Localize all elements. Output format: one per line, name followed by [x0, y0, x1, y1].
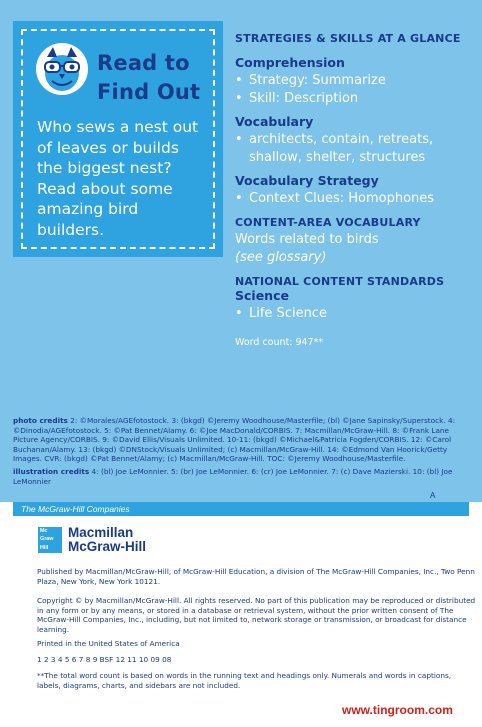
title-line-2: Find Out	[97, 80, 201, 104]
standards-subject: Science	[235, 288, 289, 303]
content-vocab-line-2: (see glossary)	[235, 250, 327, 265]
publisher-name-line-1: Macmillan	[68, 525, 134, 540]
owl-icon	[33, 41, 91, 97]
read-to-find-out-title	[97, 49, 200, 107]
vocabulary-strategy-item: • Context Clues: Homophones	[235, 190, 475, 208]
printed-in: Printed in the United States of America	[37, 639, 180, 648]
vocabulary-strategy-label: Vocabulary Strategy	[235, 173, 379, 188]
print-letter: A	[430, 491, 436, 500]
mcgraw-hill-companies-bar: The McGraw-Hill Companies	[13, 502, 469, 516]
photo-credits-text: 2: ©Morales/AGEfotostock. 3: (bkgd) ©Jeremy Woodhouse/Masterfile; (bl) ©Jane Sapinsky/Superstock. 4: ©Dinodia/AGEfotostock. 5: ©Pat Bennet/Alamy. 6: ©Joe MacDonald/CORBIS. 7: Macmillan/McGraw-Hill. 8: ©Frank Lane Picture Agency/CORBIS. 9: ©David Ellis/Visuals Unlimited. 10-11: (bkgd) ©Michael&Patricia Fogden/CORBIS. 12: ©Carol Buchanan/Alamy. 13: (bkgd) ©DNStock/Visuals Unlimited; (c) Macmillan/McGraw-Hill. 14: ©Edmond Van Hoorick/Getty Images. CVR: (bkgd) ©Pat Bennet/Alamy; (c) Macmillan/McGraw-Hill. TOC: ©Jeremy Woodhouse/Masterfile.	[13, 416, 456, 464]
illustration-credits	[13, 467, 469, 486]
vocabulary-label: Vocabulary	[235, 114, 314, 129]
read-to-find-out-question: Who sews a nest out of leaves or builds the biggest nest? Read about some amazing bird builders.	[37, 118, 199, 239]
standards-item: • Life Science	[235, 305, 475, 323]
logo-line: Mc	[40, 528, 48, 534]
title-line-1: Read to	[97, 51, 190, 75]
strategies-heading: STRATEGIES & SKILLS AT A GLANCE	[235, 32, 461, 45]
read-to-find-out-inner	[21, 29, 215, 249]
credits-block	[13, 416, 469, 486]
photo-credits	[13, 416, 469, 464]
comprehension-item: • Strategy: Summarize	[235, 72, 475, 90]
published-by: Published by Macmillan/McGraw-Hill, of McGraw-Hill Education, a division of The McGraw-Hill Companies, Inc., Two Penn Plaza, New York, New York 10121.	[37, 567, 475, 586]
mcgraw-hill-logo	[38, 527, 62, 553]
illustration-credits-text: 4: (bl) Joe LeMonnier. 5: (br) Joe LeMonnier. 6: (cr) Joe LeMonnier. 7: (c) Dave Mazierski. 10: (bl) Joe LeMonnier	[13, 466, 453, 486]
comprehension-label: Comprehension	[235, 55, 345, 70]
vocabulary-item: • architects, contain, retreats, shallow, shelter, structures	[235, 131, 435, 167]
copyright-notice: Copyright © by Macmillan/McGraw-Hill. All rights reserved. No part of this publication may be reproduced or distributed in any form or by any means, or stored in a database or retrieval system, without the prior written consent of The McGraw-Hill Companies, Inc., including, but not limited to, network storage or transmission, or broadcast for distance learning.	[37, 596, 476, 634]
comprehension-item: • Skill: Description	[235, 90, 475, 108]
word-count: Word count: 947**	[235, 337, 324, 348]
strategies-skills-panel	[235, 32, 475, 348]
photo-credits-label: photo credits	[13, 416, 68, 425]
logo-line: Hill	[40, 544, 49, 551]
standards-label: NATIONAL CONTENT STANDARDS	[235, 275, 445, 288]
watermark: www.tingroom.com	[342, 703, 453, 717]
word-count-note: **The total word count is based on words in the running text and headings only. Numerals and words in captions, labels, diagrams, charts, and sidebars are not included.	[37, 671, 452, 690]
print-numbers: 1 2 3 4 5 6 7 8 9 BSF 12 11 10 09 08	[37, 655, 172, 664]
content-vocab-label: CONTENT-AREA VOCABULARY	[235, 216, 421, 229]
publisher-name	[68, 526, 146, 554]
publisher-name-line-2: McGraw-Hill	[68, 539, 147, 554]
content-vocab-line-1: Words related to birds	[235, 232, 379, 247]
illustration-credits-label: illustration credits	[13, 466, 90, 476]
read-to-find-out-box	[13, 21, 223, 257]
logo-line: Graw	[40, 536, 54, 543]
